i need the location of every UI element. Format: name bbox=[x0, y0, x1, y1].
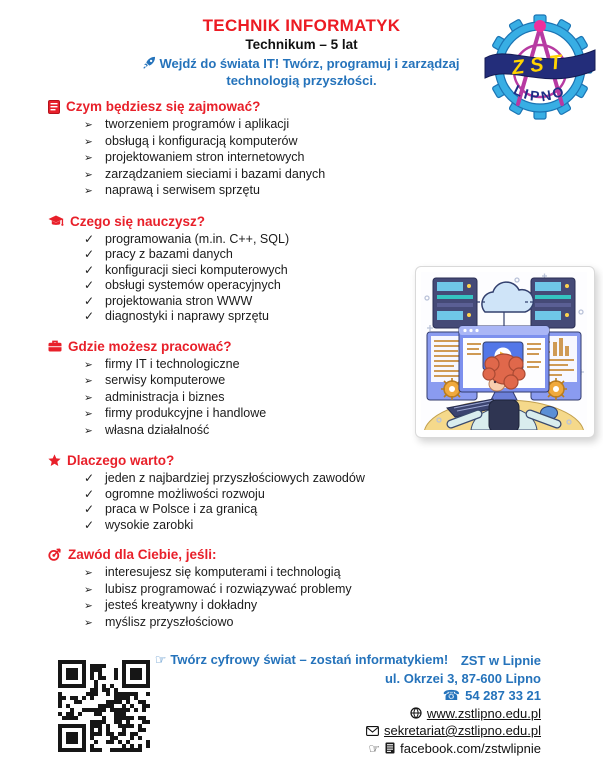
list-item bbox=[84, 565, 438, 582]
list-item-text: jeden z najbardziej przyszłościowych zawodów bbox=[105, 471, 365, 485]
page-subtitle: Technikum – 5 lat bbox=[245, 37, 358, 52]
phone-icon: ☎ bbox=[442, 687, 461, 703]
list-item bbox=[84, 309, 438, 325]
list-item bbox=[84, 471, 438, 487]
list-item-text: programowania (m.in. C++, SQL) bbox=[105, 231, 290, 246]
globe-icon bbox=[410, 707, 422, 719]
list-item-text: serwisy komputerowe bbox=[105, 373, 226, 387]
intro-text bbox=[118, 56, 486, 88]
list-item-text: interesujesz się komputerami i technologią bbox=[105, 565, 341, 579]
phone-row bbox=[366, 687, 541, 705]
briefcase-icon bbox=[48, 340, 62, 352]
list-item-text: naprawą i serwisem sprzętu bbox=[105, 183, 260, 197]
phone-number: 54 287 33 21 bbox=[465, 688, 541, 703]
list-item-text: myślisz przyszłościowo bbox=[105, 614, 234, 629]
arrow-bullet-icon: ➢ bbox=[84, 119, 93, 131]
arrow-bullet-icon: ➢ bbox=[84, 168, 93, 181]
logo-org-text: ZST bbox=[510, 50, 569, 80]
email-row bbox=[366, 722, 541, 740]
section-pracowac bbox=[48, 338, 438, 440]
list-item-text: tworzeniem programów i aplikacji bbox=[105, 117, 290, 131]
list-item-text: własna działalność bbox=[105, 422, 210, 437]
list-item bbox=[84, 615, 438, 632]
school-name: ZST w Lipnie bbox=[460, 653, 541, 668]
section-title: Czym będziesz się zajmować? bbox=[66, 99, 261, 114]
target-icon bbox=[48, 548, 62, 561]
section-list bbox=[48, 357, 438, 440]
list-item bbox=[84, 487, 438, 503]
it-workstation-illustration bbox=[415, 266, 595, 438]
list-item-text: obsługi systemów operacyjnych bbox=[105, 278, 281, 292]
list-item-text: administracja i biznes bbox=[105, 389, 225, 404]
section-heading bbox=[48, 213, 438, 230]
intro-text-label: Wejdź do świata IT! Twórz, programuj i zarządzaj technologią przyszłości. bbox=[159, 56, 460, 88]
arrow-bullet-icon: ➢ bbox=[84, 152, 93, 164]
list-item bbox=[84, 423, 438, 440]
arrow-bullet-icon: ➢ bbox=[84, 583, 93, 596]
check-bullet-icon: ✓ bbox=[84, 278, 95, 292]
arrow-bullet-icon: ➢ bbox=[84, 408, 93, 420]
document-icon bbox=[48, 100, 60, 114]
star-icon bbox=[48, 454, 61, 467]
section-list bbox=[48, 232, 438, 325]
list-item-text: konfiguracji sieci komputerowych bbox=[105, 262, 288, 277]
list-item bbox=[84, 183, 438, 200]
check-bullet-icon: ✓ bbox=[84, 293, 95, 308]
rocket-icon bbox=[143, 56, 156, 73]
list-item-text: praca w Polsce i za granicą bbox=[105, 502, 258, 516]
section-heading bbox=[48, 338, 438, 355]
section-list bbox=[48, 471, 438, 533]
facebook-link[interactable]: facebook.com/zstwlipnie bbox=[400, 740, 541, 756]
logo-city-text: LIPNO bbox=[511, 81, 569, 105]
list-item bbox=[84, 167, 438, 184]
school-logo bbox=[483, 14, 597, 124]
list-item-text: pracy z bazami danych bbox=[105, 247, 233, 261]
list-item bbox=[84, 390, 438, 407]
list-item bbox=[84, 406, 438, 423]
list-item bbox=[84, 263, 438, 279]
list-item bbox=[84, 134, 438, 151]
list-item-text: projektowania stron WWW bbox=[105, 293, 253, 308]
check-bullet-icon: ✓ bbox=[84, 262, 95, 277]
school-address: ul. Okrzei 3, 87-600 Lipno bbox=[384, 670, 541, 686]
tagline-text: Twórz cyfrowy świat – zostań informatykiem! bbox=[170, 652, 449, 667]
section-warto bbox=[48, 452, 438, 533]
page-title: TECHNIK INFORMATYK bbox=[202, 16, 401, 35]
arrow-bullet-icon: ➢ bbox=[84, 391, 93, 404]
contact-block bbox=[366, 652, 541, 757]
check-bullet-icon: ✓ bbox=[84, 486, 95, 501]
arrow-bullet-icon: ➢ bbox=[84, 135, 93, 148]
facebook-page-icon bbox=[385, 742, 395, 754]
list-item bbox=[84, 294, 438, 310]
server-rack-icon bbox=[433, 278, 477, 328]
website-row bbox=[366, 705, 541, 723]
section-list bbox=[48, 565, 438, 631]
check-bullet-icon: ✓ bbox=[84, 471, 95, 485]
server-rack-icon bbox=[531, 278, 575, 328]
pointing-hand-icon: ☞ bbox=[154, 652, 167, 667]
check-bullet-icon: ✓ bbox=[84, 247, 95, 261]
list-item bbox=[84, 278, 438, 294]
qr-code bbox=[58, 660, 154, 756]
graduation-cap-icon bbox=[48, 215, 64, 228]
arrow-bullet-icon: ➢ bbox=[84, 375, 93, 387]
section-title: Czego się nauczysz? bbox=[70, 213, 206, 229]
list-item-text: ogromne możliwości rozwoju bbox=[105, 486, 265, 501]
pointing-hand-icon: ☞ bbox=[368, 740, 381, 756]
section-heading bbox=[48, 546, 438, 563]
section-list bbox=[48, 117, 438, 200]
check-bullet-icon: ✓ bbox=[84, 231, 95, 246]
website-link[interactable]: www.zstlipno.edu.pl bbox=[426, 705, 541, 721]
list-item bbox=[84, 150, 438, 167]
email-icon bbox=[366, 726, 379, 736]
arrow-bullet-icon: ➢ bbox=[84, 424, 93, 437]
list-item bbox=[84, 247, 438, 263]
list-item-text: wysokie zarobki bbox=[105, 517, 194, 532]
list-item-text: jesteś kreatywny i dokładny bbox=[105, 598, 258, 612]
list-item bbox=[84, 232, 438, 248]
list-item-text: firmy produkcyjne i handlowe bbox=[105, 406, 267, 420]
list-item bbox=[84, 117, 438, 134]
sections bbox=[48, 98, 438, 631]
section-zawod bbox=[48, 546, 438, 631]
list-item-text: projektowaniem stron internetowych bbox=[105, 150, 305, 164]
list-item bbox=[84, 357, 438, 374]
email-link[interactable]: sekretariat@zstlipno.edu.pl bbox=[384, 723, 541, 738]
list-item bbox=[84, 518, 438, 534]
facebook-row bbox=[366, 740, 541, 758]
section-zajmowac bbox=[48, 98, 438, 200]
section-nauczysz bbox=[48, 213, 438, 325]
list-item bbox=[84, 582, 438, 599]
list-item bbox=[84, 502, 438, 518]
check-bullet-icon: ✓ bbox=[84, 502, 95, 516]
arrow-bullet-icon: ➢ bbox=[84, 600, 93, 612]
section-title: Gdzie możesz pracować? bbox=[68, 338, 232, 354]
arrow-bullet-icon: ➢ bbox=[84, 616, 93, 629]
check-bullet-icon: ✓ bbox=[84, 309, 95, 323]
check-bullet-icon: ✓ bbox=[84, 517, 95, 532]
section-title: Dlaczego warto? bbox=[67, 453, 175, 468]
list-item-text: diagnostyki i naprawy sprzętu bbox=[105, 309, 269, 323]
arrow-bullet-icon: ➢ bbox=[84, 185, 93, 197]
arrow-bullet-icon: ➢ bbox=[84, 358, 93, 371]
gear-icon bbox=[485, 15, 595, 119]
section-heading bbox=[48, 452, 438, 469]
section-title: Zawód dla Ciebie, jeśli: bbox=[68, 547, 217, 562]
list-item-text: zarządzaniem sieciami i bazami danych bbox=[105, 166, 326, 181]
list-item-text: lubisz programować i rozwiązywać problemy bbox=[105, 581, 352, 596]
list-item bbox=[84, 373, 438, 390]
list-item-text: obsługą i konfiguracją komputerów bbox=[105, 133, 298, 148]
list-item-text: firmy IT i technologiczne bbox=[105, 356, 240, 371]
list-item bbox=[84, 598, 438, 615]
section-heading bbox=[48, 98, 438, 115]
arrow-bullet-icon: ➢ bbox=[84, 567, 93, 579]
